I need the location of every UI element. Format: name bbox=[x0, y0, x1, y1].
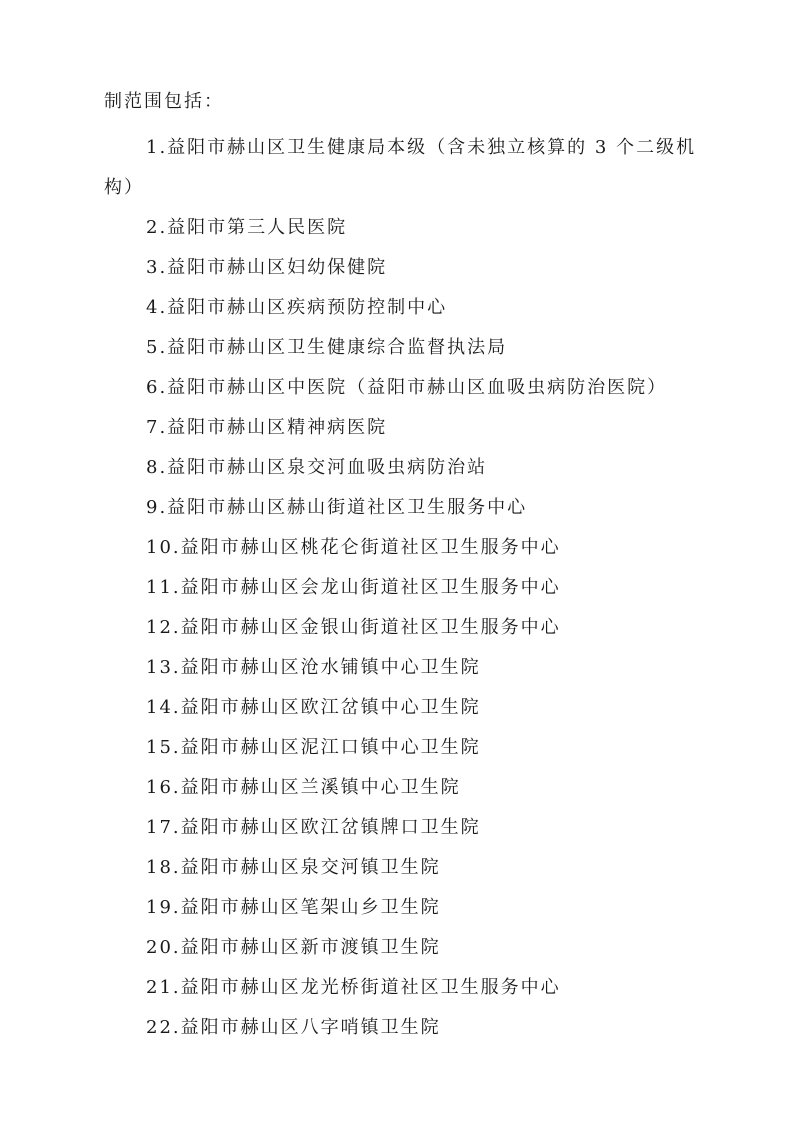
list-item: 6.益阳市赫山区中医院（益阳市赫山区血吸虫病防治医院） bbox=[146, 377, 668, 398]
list-item: 16.益阳市赫山区兰溪镇中心卫生院 bbox=[146, 777, 461, 798]
list-item: 22.益阳市赫山区八字哨镇卫生院 bbox=[146, 1017, 441, 1038]
list-item: 1.益阳市赫山区卫生健康局本级（含未独立核算的 3 个二级机构） bbox=[104, 137, 697, 198]
list-item: 20.益阳市赫山区新市渡镇卫生院 bbox=[146, 937, 441, 958]
list-item: 12.益阳市赫山区金银山街道社区卫生服务中心 bbox=[146, 617, 561, 638]
list-item: 17.益阳市赫山区欧江岔镇牌口卫生院 bbox=[146, 817, 481, 838]
list-item: 14.益阳市赫山区欧江岔镇中心卫生院 bbox=[146, 697, 481, 718]
list-item: 19.益阳市赫山区笔架山乡卫生院 bbox=[146, 897, 441, 918]
list-item: 4.益阳市赫山区疾病预防控制中心 bbox=[146, 297, 448, 318]
unit-list bbox=[104, 128, 704, 1048]
list-item: 2.益阳市第三人民医院 bbox=[146, 217, 348, 238]
list-item: 21.益阳市赫山区龙光桥街道社区卫生服务中心 bbox=[146, 977, 561, 998]
list-item: 5.益阳市赫山区卫生健康综合监督执法局 bbox=[146, 337, 508, 358]
list-item: 3.益阳市赫山区妇幼保健院 bbox=[146, 257, 388, 278]
list-item: 8.益阳市赫山区泉交河血吸虫病防治站 bbox=[146, 457, 488, 478]
list-item: 15.益阳市赫山区泥江口镇中心卫生院 bbox=[146, 737, 481, 758]
list-item: 10.益阳市赫山区桃花仑街道社区卫生服务中心 bbox=[146, 537, 561, 558]
list-item: 7.益阳市赫山区精神病医院 bbox=[146, 417, 388, 438]
intro-text: 制范围包括： bbox=[104, 91, 224, 112]
list-item: 11.益阳市赫山区会龙山街道社区卫生服务中心 bbox=[146, 577, 561, 598]
list-item: 13.益阳市赫山区沧水铺镇中心卫生院 bbox=[146, 657, 481, 678]
list-item: 9.益阳市赫山区赫山街道社区卫生服务中心 bbox=[146, 497, 528, 518]
list-item: 18.益阳市赫山区泉交河镇卫生院 bbox=[146, 857, 441, 878]
